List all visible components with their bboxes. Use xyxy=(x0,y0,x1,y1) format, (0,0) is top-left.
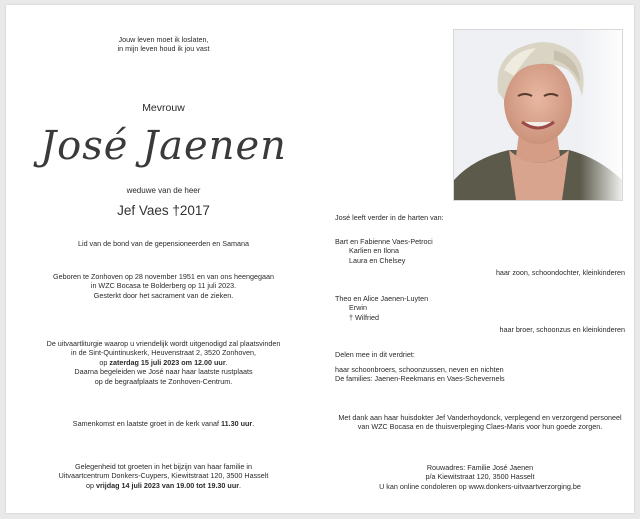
family-head: Theo en Alice Jaenen-Luyten xyxy=(335,294,429,303)
husband-name: Jef Vaes †2017 xyxy=(117,203,210,218)
thanks-text xyxy=(335,413,625,432)
portrait-photo xyxy=(453,29,623,201)
liturgy-line: op de begraafplaats te Zonhoven-Centrum. xyxy=(94,376,233,386)
family-head: Bart en Fabienne Vaes-Petroci xyxy=(335,237,433,246)
title-mevrouw: Mevrouw xyxy=(142,102,185,114)
family-member: † Wilfried xyxy=(349,312,379,322)
liturgy-line: De uitvaartliturgie waarop u vriendelijk wordt uitgenodigd zal plaatsvinden xyxy=(46,339,281,348)
thanks-line: Met dank aan haar huisdokter Jef Vanderhoydonck, verplegend en verzorgend personeel xyxy=(338,413,622,422)
membership-text: Lid van de bond van de gepensioneerden en Samana xyxy=(77,239,250,248)
liturgy-datetime: zaterdag 15 juli 2023 om 12.00 uur xyxy=(109,357,226,367)
gathering-info: Samenkomst en laatste groet in de kerk vanaf 11.30 uur. xyxy=(72,419,255,428)
birth-line: Geboren te Zonhoven op 28 november 1951 en van ons heengegaan xyxy=(53,272,274,281)
portrait-illustration xyxy=(454,30,622,200)
lives-on-intro: José leeft verder in de harten van: xyxy=(335,213,444,222)
gathering-time: 11.30 uur xyxy=(221,419,253,428)
thanks-line: van WZC Bocasa en de thuisverpleging Claes-Maris voor hun goede zorgen. xyxy=(357,422,603,432)
mourners-intro: Delen mee in dit verdriet: xyxy=(335,350,415,359)
condolence-line: U kan online condoleren op www.donkers-uitvaartverzorging.be xyxy=(379,481,581,491)
family-member: Karlien en Ilona xyxy=(349,246,399,256)
visitation-info xyxy=(6,462,321,490)
address-line: p/a Kiewitstraat 120, 3500 Hasselt xyxy=(425,472,535,482)
mourners-line: haar schoonbroers, schoonzussen, neven en nichten xyxy=(335,365,504,374)
birth-death-info xyxy=(6,272,321,300)
visit-line: Gelegenheid tot groeten in het bijzijn van haar familie in xyxy=(74,462,252,471)
quote-line: Jouw leven moet ik loslaten, xyxy=(118,35,209,44)
family-role-2: haar broer, schoonzus en kleinkinderen xyxy=(499,325,625,334)
liturgy-info xyxy=(6,339,321,386)
family-role-1: haar zoon, schoondochter, kleinkinderen xyxy=(495,268,625,277)
mourning-address xyxy=(335,463,625,491)
deceased-name: José Jaenen xyxy=(40,123,287,169)
mourners-list xyxy=(335,365,625,384)
birth-line: Gesterkt door het sacrament van de zieken. xyxy=(93,290,234,300)
visit-line: Uitvaartcentrum Donkers-Cuypers, Kiewitstraat 120, 3500 Hasselt xyxy=(58,471,269,481)
quote-line: in mijn leven houd ik jou vast xyxy=(117,44,210,54)
widow-of-label: weduwe van de heer xyxy=(126,186,201,195)
visit-date-line: op vrijdag 14 juli 2023 van 19.00 tot 19.30 uur. xyxy=(85,480,242,490)
birth-line: in WZC Bocasa te Bolderberg op 11 juli 2023. xyxy=(90,281,237,291)
address-line: Rouwadres: Familie José Jaenen xyxy=(426,463,534,472)
family-member: Erwin xyxy=(349,303,367,313)
visit-datetime: vrijdag 14 juli 2023 van 19.00 tot 19.30 uur xyxy=(95,480,240,490)
family-group-1 xyxy=(335,237,625,265)
family-member: Laura en Chelsey xyxy=(349,255,406,265)
liturgy-line: Daarna begeleiden we José naar haar laatste rustplaats xyxy=(74,367,253,377)
liturgy-line: in de Sint-Quintinuskerk, Heuvenstraat 2, 3520 Zonhoven, xyxy=(71,348,256,358)
poem-quote xyxy=(6,35,321,54)
death-notice-card xyxy=(6,5,634,513)
family-group-2 xyxy=(335,294,625,322)
mourners-line: De families: Jaenen-Reekmans en Vaes-Schevernels xyxy=(335,374,505,384)
liturgy-date-line: op zaterdag 15 juli 2023 om 12.00 uur. xyxy=(99,357,228,367)
